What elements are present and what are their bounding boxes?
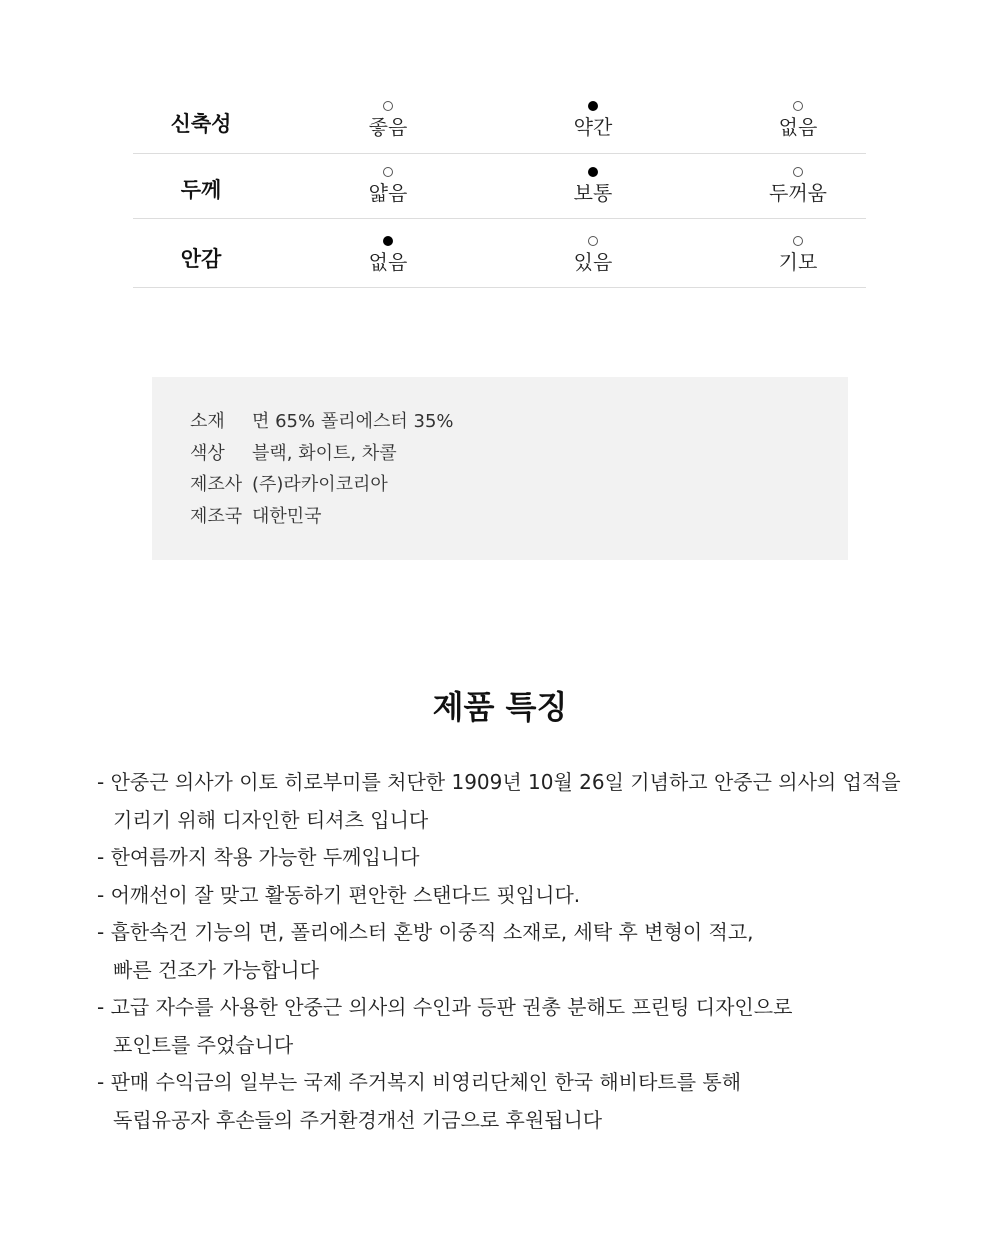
feature-item xyxy=(97,764,917,839)
feature-line: - 판매 수익금의 일부는 국제 주거복지 비영리단체인 한국 해비타트를 통해 xyxy=(97,1070,742,1094)
attribute-row-stretch xyxy=(133,88,866,154)
option xyxy=(328,101,448,140)
option-label: 있음 xyxy=(573,250,613,274)
radio-dot-icon xyxy=(588,101,598,111)
feature-item xyxy=(97,989,917,1064)
attribute-row-lining xyxy=(133,219,866,288)
option xyxy=(328,236,448,275)
info-key: 소재 xyxy=(190,411,225,432)
feature-item xyxy=(97,914,917,989)
attribute-table xyxy=(133,88,866,288)
feature-line: 기리기 위해 디자인한 티셔츠 입니다 xyxy=(113,807,429,832)
attribute-row-thickness xyxy=(133,154,866,219)
option-label: 두꺼움 xyxy=(769,181,827,205)
option-label: 없음 xyxy=(368,250,408,274)
features-title: 제품 특징 xyxy=(432,688,568,726)
feature-item xyxy=(97,839,917,877)
radio-dot-icon xyxy=(588,236,598,246)
info-key: 제조사 xyxy=(190,474,243,495)
feature-line: 독립유공자 후손들의 주거환경개선 기금으로 후원됩니다 xyxy=(113,1107,603,1132)
feature-item xyxy=(97,877,917,915)
radio-dot-icon xyxy=(793,167,803,177)
option-label: 없음 xyxy=(778,115,818,139)
product-info-box xyxy=(152,377,848,560)
option xyxy=(738,167,858,206)
features-list xyxy=(97,764,917,1139)
option-label: 약간 xyxy=(573,115,613,139)
info-row-manufacturer xyxy=(190,470,454,502)
option-label: 얇음 xyxy=(368,181,408,205)
option xyxy=(533,236,653,275)
attribute-name: 안감 xyxy=(180,247,222,271)
info-row-color xyxy=(190,439,454,471)
info-value: 면 65% 폴리에스터 35% xyxy=(252,411,454,432)
radio-dot-icon xyxy=(383,101,393,111)
attribute-name: 신축성 xyxy=(170,112,232,136)
feature-line: - 안중근 의사가 이토 히로부미를 처단한 1909년 10월 26일 기념하고 안중근 의사의 업적을 xyxy=(97,770,901,794)
feature-line: - 흡한속건 기능의 면, 폴리에스터 혼방 이중직 소재로, 세탁 후 변형이 적고, xyxy=(97,920,754,944)
option-label: 기모 xyxy=(778,250,818,274)
info-row-material xyxy=(190,407,454,439)
option-label: 보통 xyxy=(573,181,613,205)
feature-line: 포인트를 주었습니다 xyxy=(113,1032,294,1057)
info-key: 색상 xyxy=(190,442,225,464)
radio-dot-icon xyxy=(383,236,393,246)
radio-dot-icon xyxy=(793,236,803,246)
info-row-origin xyxy=(190,502,454,534)
attribute-name: 두께 xyxy=(180,178,222,202)
feature-line: - 고급 자수를 사용한 안중근 의사의 수인과 등판 권총 분해도 프린팅 디자인으로 xyxy=(97,995,793,1019)
option xyxy=(738,101,858,140)
feature-line: - 어깨선이 잘 맞고 활동하기 편안한 스탠다드 핏입니다. xyxy=(97,882,581,907)
option xyxy=(738,236,858,275)
info-value: 블랙, 화이트, 차콜 xyxy=(252,442,397,464)
info-value: (주)라카이코리아 xyxy=(252,474,388,495)
option xyxy=(533,101,653,140)
radio-dot-icon xyxy=(793,101,803,111)
option-label: 좋음 xyxy=(368,115,408,139)
info-key: 제조국 xyxy=(190,505,243,527)
option xyxy=(328,167,448,206)
info-value: 대한민국 xyxy=(252,505,322,527)
radio-dot-icon xyxy=(588,167,598,177)
product-info-list xyxy=(190,407,454,533)
feature-item xyxy=(97,1064,917,1139)
feature-line: 빠른 건조가 가능합니다 xyxy=(113,957,319,982)
radio-dot-icon xyxy=(383,167,393,177)
option xyxy=(533,167,653,206)
feature-line: - 한여름까지 착용 가능한 두께입니다 xyxy=(97,845,420,869)
